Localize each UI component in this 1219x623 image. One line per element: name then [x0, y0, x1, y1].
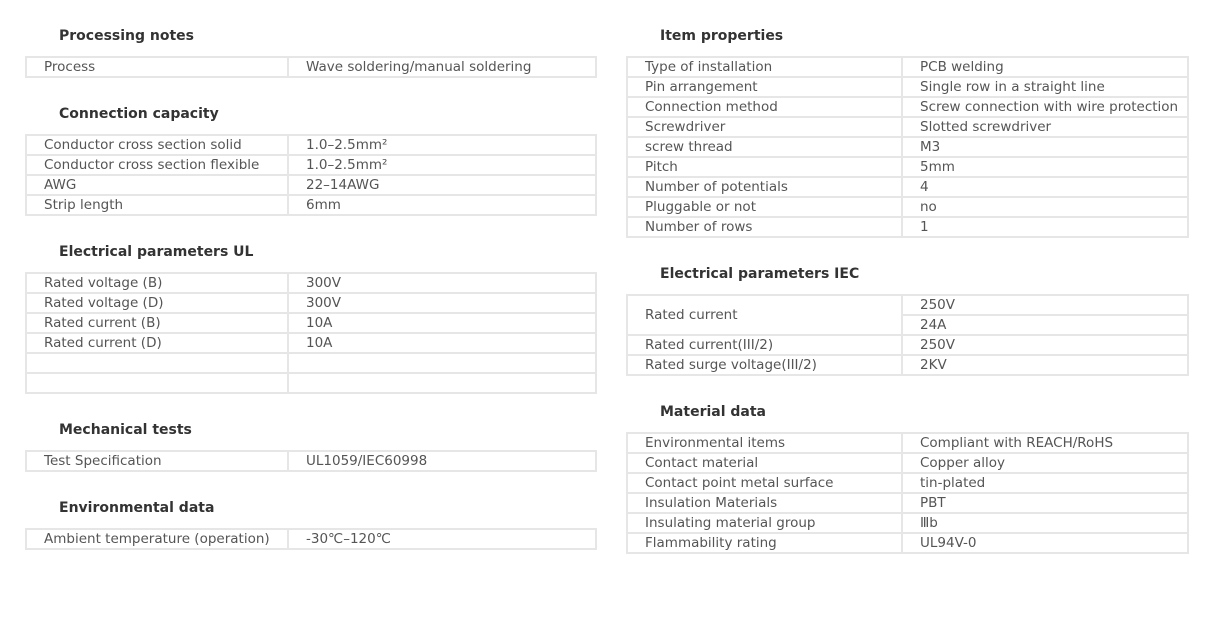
row-label: Insulation Materials [627, 493, 902, 513]
row-value [288, 353, 596, 373]
row-value: UL94V-0 [902, 533, 1188, 553]
section-title: Electrical parameters UL [59, 244, 254, 260]
table-row [26, 175, 596, 195]
spec-table [25, 56, 597, 78]
section-electrical-parameters-ul [25, 232, 597, 394]
table-row [627, 97, 1188, 117]
section-material-data [626, 392, 1189, 554]
table-row [26, 195, 596, 215]
row-label: Contact point metal surface [627, 473, 902, 493]
row-label: Connection method [627, 97, 902, 117]
table-row [627, 453, 1188, 473]
row-value: PBT [902, 493, 1188, 513]
row-value [288, 373, 596, 393]
row-value: 1.0–2.5mm² [288, 135, 596, 155]
row-value: M3 [902, 137, 1188, 157]
row-label: Rated current (B) [26, 313, 288, 333]
row-value: UL1059/IEC60998 [288, 451, 596, 471]
spec-table [25, 528, 597, 550]
row-label: Rated current [627, 295, 902, 335]
row-label: Conductor cross section solid [26, 135, 288, 155]
row-label: Ambient temperature (operation) [26, 529, 288, 549]
row-value: 10A [288, 333, 596, 353]
row-label [26, 373, 288, 393]
row-label: Flammability rating [627, 533, 902, 553]
row-label: Rated surge voltage(III/2) [627, 355, 902, 375]
table-row [627, 137, 1188, 157]
row-value: 250V [902, 295, 1188, 315]
section-title: Material data [660, 404, 766, 420]
row-label: Process [26, 57, 288, 77]
spec-table [626, 432, 1189, 554]
row-label: screw thread [627, 137, 902, 157]
table-row [627, 57, 1188, 77]
section-item-properties [626, 16, 1189, 238]
row-value: Compliant with REACH/RoHS [902, 433, 1188, 453]
row-value: Slotted screwdriver [902, 117, 1188, 137]
row-label: Rated current (D) [26, 333, 288, 353]
table-row [26, 313, 596, 333]
table-row [26, 57, 596, 77]
table-row [627, 217, 1188, 237]
section-title: Connection capacity [59, 106, 219, 122]
row-value: 4 [902, 177, 1188, 197]
section-connection-capacity [25, 94, 597, 216]
row-label: Rated voltage (D) [26, 293, 288, 313]
table-row [627, 473, 1188, 493]
row-label: Pluggable or not [627, 197, 902, 217]
section-environmental-data [25, 488, 597, 550]
table-row [627, 335, 1188, 355]
table-row [26, 333, 596, 353]
row-value: Wave soldering/manual soldering [288, 57, 596, 77]
row-value: tin-plated [902, 473, 1188, 493]
row-label: Environmental items [627, 433, 902, 453]
table-row [26, 353, 596, 373]
row-label: Rated current(III/2) [627, 335, 902, 355]
row-label: Rated voltage (B) [26, 273, 288, 293]
section-title: Item properties [660, 28, 784, 44]
left-column [25, 0, 597, 550]
table-row [627, 117, 1188, 137]
row-value: no [902, 197, 1188, 217]
row-value: Screw connection with wire protection [902, 97, 1188, 117]
row-label: Screwdriver [627, 117, 902, 137]
row-label [26, 353, 288, 373]
table-row [26, 155, 596, 175]
spec-table [626, 56, 1189, 238]
spec-table [25, 272, 597, 394]
table-row [26, 373, 596, 393]
table-row [26, 135, 596, 155]
row-label: Strip length [26, 195, 288, 215]
table-row [627, 513, 1188, 533]
section-title: Mechanical tests [59, 422, 192, 438]
table-row [26, 273, 596, 293]
row-value: 250V [902, 335, 1188, 355]
section-processing-notes [25, 16, 597, 78]
section-mechanical-tests [25, 410, 597, 472]
table-row [627, 197, 1188, 217]
row-label: Insulating material group [627, 513, 902, 533]
row-value: 6mm [288, 195, 596, 215]
row-value: Copper alloy [902, 453, 1188, 473]
row-label: Number of potentials [627, 177, 902, 197]
row-label: Test Specification [26, 451, 288, 471]
section-title: Environmental data [59, 500, 215, 516]
table-row [26, 529, 596, 549]
row-value: 22–14AWG [288, 175, 596, 195]
spec-table [25, 450, 597, 472]
table-row [627, 493, 1188, 513]
spec-table [626, 294, 1189, 376]
table-row [627, 157, 1188, 177]
row-label: Conductor cross section flexible [26, 155, 288, 175]
row-label: Pitch [627, 157, 902, 177]
table-row [26, 451, 596, 471]
section-title: Processing notes [59, 28, 195, 44]
row-value: PCB welding [902, 57, 1188, 77]
row-value: 2KV [902, 355, 1188, 375]
row-value: 10A [288, 313, 596, 333]
table-row [627, 533, 1188, 553]
table-row [627, 77, 1188, 97]
row-label: AWG [26, 175, 288, 195]
row-label: Contact material [627, 453, 902, 473]
row-value: 24A [902, 315, 1188, 335]
row-label: Number of rows [627, 217, 902, 237]
table-row [26, 293, 596, 313]
row-value: 5mm [902, 157, 1188, 177]
row-value: 1 [902, 217, 1188, 237]
row-label: Pin arrangement [627, 77, 902, 97]
table-row [627, 433, 1188, 453]
row-label: Type of installation [627, 57, 902, 77]
section-electrical-parameters-iec [626, 254, 1189, 376]
table-row [627, 295, 1188, 315]
row-value: 1.0–2.5mm² [288, 155, 596, 175]
row-value: Ⅲb [902, 513, 1188, 533]
spec-table [25, 134, 597, 216]
right-column [626, 0, 1189, 554]
table-row [627, 355, 1188, 375]
table-row [627, 177, 1188, 197]
row-value: -30℃–120℃ [288, 529, 596, 549]
row-value: 300V [288, 273, 596, 293]
row-value: Single row in a straight line [902, 77, 1188, 97]
row-value: 300V [288, 293, 596, 313]
section-title: Electrical parameters IEC [660, 266, 860, 282]
